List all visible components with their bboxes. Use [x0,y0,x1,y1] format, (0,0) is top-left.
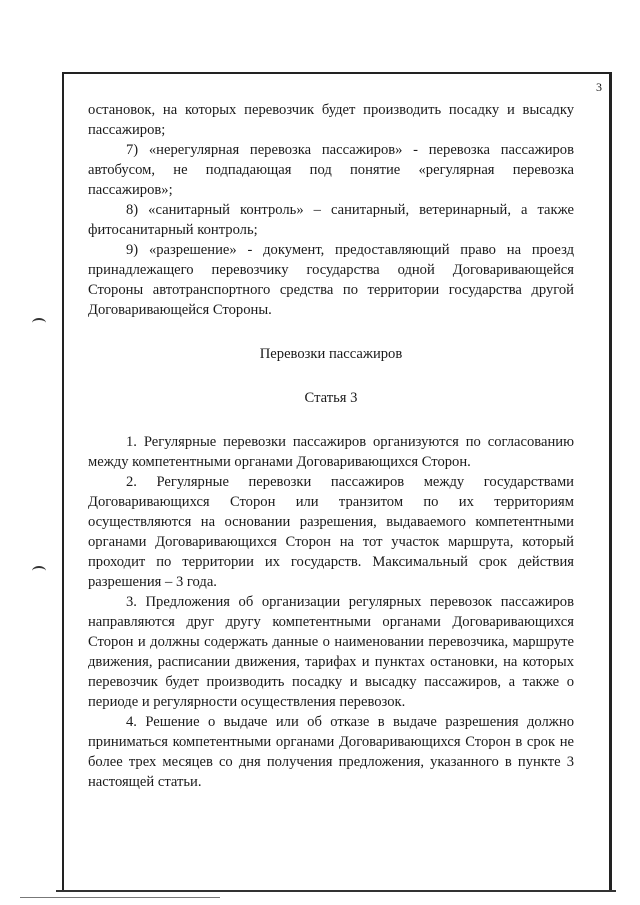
article-paragraph-2: 2. Регулярные перевозки пассажиров между государствами Договаривающихся Сторон или транзитом по их территориям осуществляются на основании разрешения, выдаваемого компетентными органами Договаривающихся Сторон на тот участок маршрута, который проходит по территории их государств. Максимальный срок действия разрешения – 3 года. [88,474,574,590]
definition-7: 7) «нерегулярная перевозка пассажиров» - перевозка пассажиров автобусом, не подпадающая под понятие «регулярная перевозка пассажиров»; [88,142,574,198]
definition-continuation: остановок, на которых перевозчик будет производить посадку и высадку пассажиров; [88,102,574,138]
punch-hole-mark-bottom [32,566,46,576]
punch-hole-mark-top [32,318,46,328]
article-paragraph-4: 4. Решение о выдаче или об отказе в выдаче разрешения должно приниматься компетентными органами Договаривающихся Сторон в срок не более трех месяцев со дня получения предложения, указанного в пункте 3 настоящей статьи. [88,714,574,790]
bottom-rule [56,890,616,892]
document-body [88,100,574,792]
definition-9: 9) «разрешение» - документ, предоставляющий право на проезд принадлежащего перевозчику государства одной Договаривающейся Стороны автотранспортного средства по территории государства другой Договаривающейся Стороны. [88,242,574,318]
article-title: Статья 3 [304,390,358,406]
section-title: Перевозки пассажиров [259,346,403,362]
definition-8: 8) «санитарный контроль» – санитарный, ветеринарный, а также фитосанитарный контроль; [88,202,574,238]
bottom-rule-left [20,897,220,898]
page-number: 3 [596,80,602,94]
article-paragraph-1: 1. Регулярные перевозки пассажиров организуются по согласованию между компетентными органами Договаривающихся Сторон. [88,434,574,470]
article-paragraph-3: 3. Предложения об организации регулярных перевозок пассажиров направляются друг другу компетентными органами Договаривающихся Сторон и должны содержать данные о наименовании перевозчика, маршруте движения, расписании движения, тарифах и пунктах остановки, на которых перевозчик будет производить посадку и высадку пассажиров, а также о периоде и регулярности осуществления перевозок. [88,594,574,710]
